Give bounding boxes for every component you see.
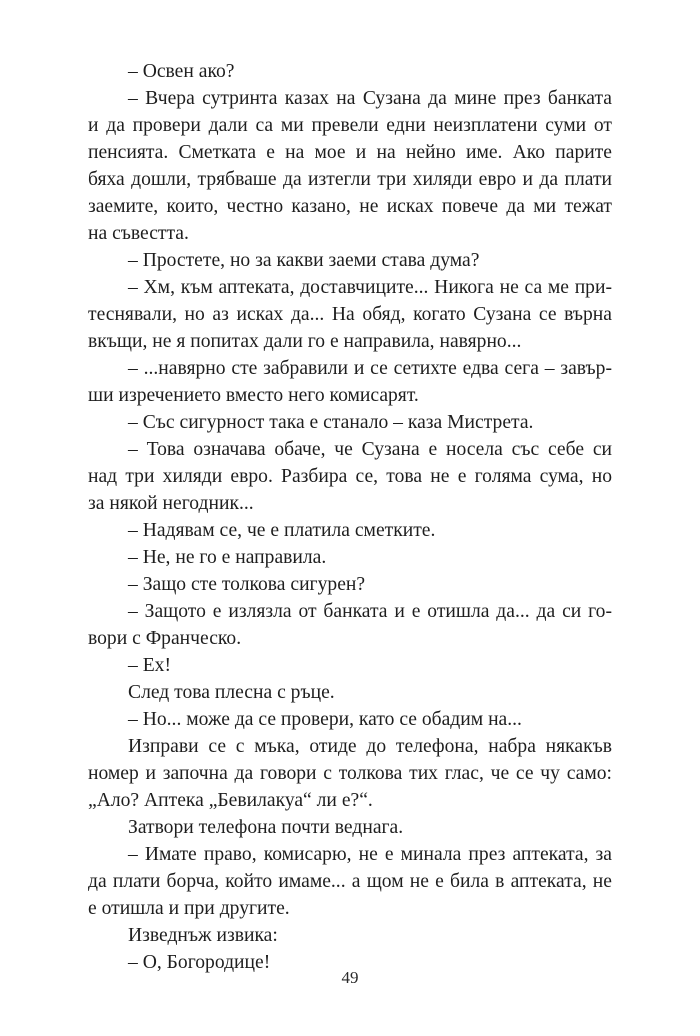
text-line: вори с Франческо. bbox=[88, 628, 242, 649]
text-line: е отишла и при другите. bbox=[88, 898, 290, 919]
text-line: заемите, които, честно казано, не исках повече да ми тежат bbox=[88, 196, 612, 217]
text-line: ши изречението вместо него комисарят. bbox=[88, 385, 419, 406]
text-line: Затвори телефона почти веднага. bbox=[128, 817, 404, 838]
text-line: – ...навярно сте забравили и се сетихте едва сега – завър- bbox=[128, 358, 612, 379]
text-line: на съвестта. bbox=[88, 223, 189, 244]
text-line: – Вчера сутринта казах на Сузана да мине през банката bbox=[128, 88, 612, 109]
text-line: номер и започна да говори с толкова тих глас, че се чу само: bbox=[88, 763, 612, 784]
text-line: вкъщи, не я попитах дали го е направила, навярно... bbox=[88, 331, 522, 352]
text-line: бяха дошли, трябваше да изтегли три хиляди евро и да плати bbox=[88, 169, 612, 190]
text-line: – Но... може да се провери, като се обадим на... bbox=[128, 709, 522, 730]
text-line: – Защото е излязла от банката и е отишла да... да си го- bbox=[128, 601, 612, 622]
text-line: – Имате право, комисарю, не е минала през аптеката, за bbox=[128, 844, 612, 865]
text-line: – Ех! bbox=[128, 655, 171, 676]
text-line: „Ало? Аптека „Бевилакуа“ ли е?“. bbox=[88, 790, 373, 811]
text-line: – Защо сте толкова сигурен? bbox=[128, 574, 366, 595]
text-line: – Простете, но за какви заеми става дума? bbox=[128, 250, 480, 271]
text-line: – Освен ако? bbox=[128, 61, 235, 82]
text-line: – Хм, към аптеката, доставчиците... Никога не са ме при- bbox=[128, 277, 612, 298]
text-line: над три хиляди евро. Разбира се, това не е голяма сума, но bbox=[88, 466, 612, 487]
text-line: за някой негодник... bbox=[88, 493, 254, 514]
text-line: теснявали, но аз исках да... На обяд, когато Сузана се върна bbox=[88, 304, 612, 325]
text-line: да плати борча, който имаме... а щом не е била в аптеката, не bbox=[88, 871, 612, 892]
text-line: Изведнъж извика: bbox=[128, 925, 278, 946]
text-line: – О, Богородице! bbox=[128, 952, 271, 973]
page-number: 49 bbox=[341, 968, 359, 987]
text-line: – Надявам се, че е платила сметките. bbox=[128, 520, 436, 541]
text-line: пенсията. Сметката е на мое и на нейно име. Ако парите bbox=[88, 142, 612, 163]
text-line: – Не, не го е направила. bbox=[128, 547, 327, 568]
text-line: – Със сигурност така е станало – каза Мистрета. bbox=[128, 412, 534, 433]
text-line: – Това означава обаче, че Сузана е носела със себе си bbox=[128, 439, 612, 460]
text-line: След това плесна с ръце. bbox=[128, 682, 335, 703]
page-body bbox=[88, 58, 612, 976]
text-line: и да провери дали са ми превели едни неизплатени суми от bbox=[88, 115, 612, 136]
text-line: Изправи се с мъка, отиде до телефона, набра някакъв bbox=[128, 736, 612, 757]
